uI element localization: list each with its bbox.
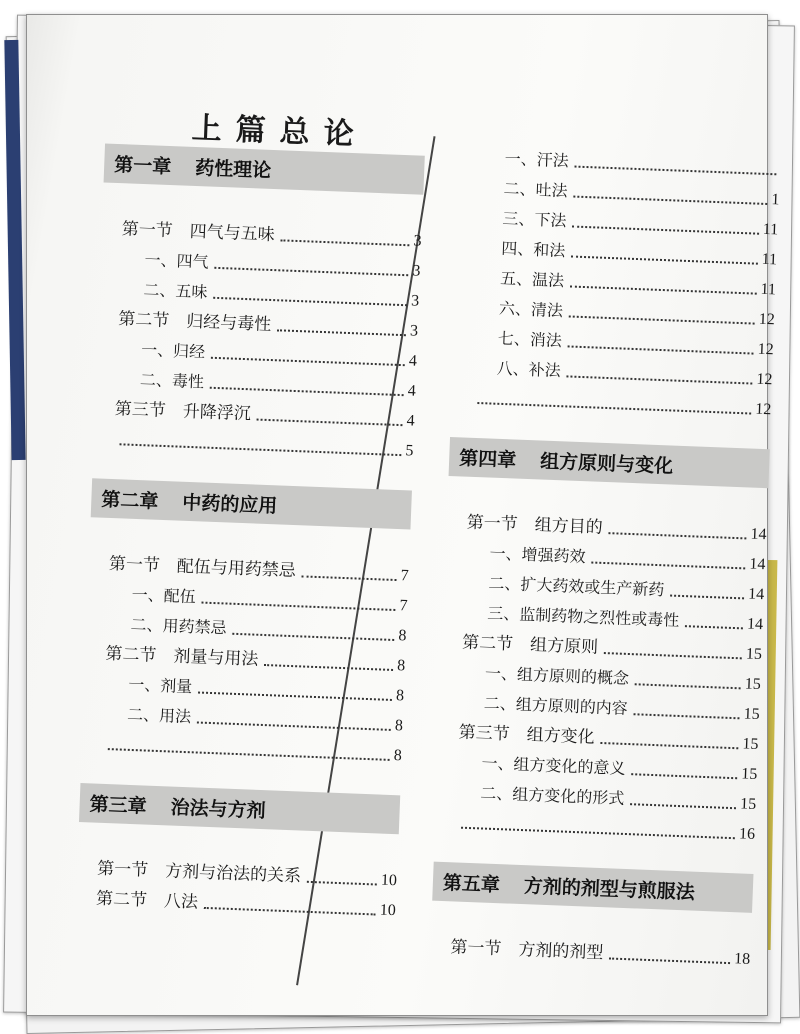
chapter-number: 第一章: [113, 153, 172, 179]
entry-label: 第一节 组方目的: [466, 512, 604, 538]
entry-label: 第三节 组方变化: [458, 722, 595, 748]
entry-label: 五、温法: [499, 268, 565, 291]
entry-label: 一、四气: [144, 250, 209, 272]
chapter-title: 药性理论: [194, 157, 272, 182]
entry-label: 八、补法: [496, 358, 562, 381]
dot-leader: [631, 773, 737, 779]
entry-label: 二、毒性: [139, 370, 205, 392]
dot-leader: [302, 575, 397, 581]
page-number: 15: [745, 645, 763, 664]
entry-label: 一、剂量: [127, 674, 193, 697]
entry-label: 第三节 升降浮沉: [114, 399, 252, 425]
entry-label: 七、消法: [497, 328, 563, 351]
page-number: 1: [771, 191, 780, 209]
page-number: 14: [749, 555, 766, 574]
dot-leader: [634, 713, 740, 719]
page-number: 15: [739, 795, 757, 813]
page-number: 3: [413, 232, 422, 250]
chapter-title: 组方原则与变化: [539, 450, 674, 478]
dot-leader: [685, 625, 743, 629]
part-title: 上篇总论: [191, 110, 369, 153]
entry-label: 二、组方原则的内容: [483, 693, 629, 718]
toc-page: [26, 14, 780, 1016]
page-number: 14: [746, 615, 764, 634]
toc-right-column: [430, 137, 781, 969]
entry-label: 第二节 八法: [95, 888, 199, 913]
page-number: 16: [738, 825, 756, 843]
entry-label: 一、组方变化的意义: [481, 753, 626, 778]
entry-label: 二、组方变化的形式: [480, 783, 625, 808]
entry-label: 第一节 方剂的剂型: [450, 937, 604, 964]
page-number: 14: [747, 585, 765, 604]
page-number: 12: [757, 340, 774, 359]
entry-label: 三、下法: [502, 208, 567, 231]
chapter-title: 方剂的剂型与煎服法: [523, 875, 696, 904]
dot-leader: [635, 683, 741, 689]
entry-label: 第一节 配伍与用药禁忌: [108, 553, 297, 582]
entry-label: 一、组方原则的概念: [484, 663, 630, 689]
page-number: 3: [412, 262, 421, 280]
page-number: 10: [380, 871, 398, 890]
page-number: 12: [758, 310, 776, 329]
page-number: 8: [394, 717, 404, 735]
dot-leader: [609, 957, 730, 964]
entry-label: 二、用药禁忌: [130, 614, 227, 638]
dot-leader: [204, 907, 376, 916]
entry-label: 第一节 方剂与治法的关系: [96, 858, 302, 887]
page-number: 3: [409, 322, 419, 340]
page-number: 12: [756, 370, 773, 389]
page-number: 5: [405, 442, 414, 460]
dot-leader: [630, 803, 736, 809]
chapter-title: 治法与方剂: [170, 796, 266, 823]
chapter-number: 第二章: [100, 488, 159, 513]
dot-leader: [307, 881, 377, 886]
page-number: 8: [396, 657, 406, 675]
page-number: 7: [399, 597, 408, 615]
page-number: 15: [740, 765, 758, 784]
entry-label: 二、用法: [126, 704, 192, 727]
chapter-heading[interactable]: [104, 144, 425, 195]
entry-label: 六、清法: [498, 298, 564, 321]
chapter-number: 第五章: [442, 872, 501, 897]
chapter-title: 中药的应用: [181, 491, 278, 518]
entry-label: 三、监制药物之烈性或毒性: [486, 603, 680, 630]
entry-label: 第一节 四气与五味: [121, 219, 276, 246]
page-number: 3: [410, 292, 420, 310]
toc-content: [8, 1, 786, 1029]
entry-label: 二、扩大药效或生产新药: [488, 573, 665, 600]
page-number: 14: [750, 525, 767, 544]
page-number: 12: [755, 400, 772, 419]
page-number: 18: [733, 950, 751, 968]
toc-section-entry[interactable]: [430, 927, 751, 969]
page-number: 4: [406, 412, 415, 430]
chapter-number: 第三章: [89, 793, 148, 818]
entry-label: 第二节 剂量与用法: [105, 643, 259, 670]
page-number: 15: [743, 705, 760, 724]
toc-left-column: [76, 144, 425, 921]
page-number: 4: [407, 382, 417, 400]
page-number: 10: [379, 901, 397, 920]
page-number: 4: [408, 352, 418, 370]
page-number: 7: [400, 567, 409, 585]
page-number: 15: [742, 735, 759, 754]
entry-label: 一、配伍: [131, 584, 197, 607]
entry-label: 二、吐法: [503, 178, 568, 201]
entry-label: 第二节 组方原则: [461, 632, 599, 658]
page-number: 15: [744, 675, 762, 694]
entry-label: 一、增强药效: [489, 543, 586, 567]
entry-label: 一、汗法: [504, 148, 570, 171]
dot-leader: [670, 595, 744, 600]
entry-label: 一、归经: [140, 340, 206, 362]
page-number: 8: [393, 747, 403, 765]
entry-label: 二、五味: [143, 280, 208, 302]
entry-label: 第二节 归经与毒性: [117, 309, 272, 336]
entry-label: 四、和法: [500, 238, 566, 261]
chapter-number: 第四章: [458, 447, 517, 472]
page-number: 11: [760, 280, 777, 299]
page-number: 8: [398, 627, 407, 645]
page-number: 11: [761, 250, 778, 269]
page-number: 8: [395, 687, 405, 705]
page-number: 11: [762, 220, 779, 239]
